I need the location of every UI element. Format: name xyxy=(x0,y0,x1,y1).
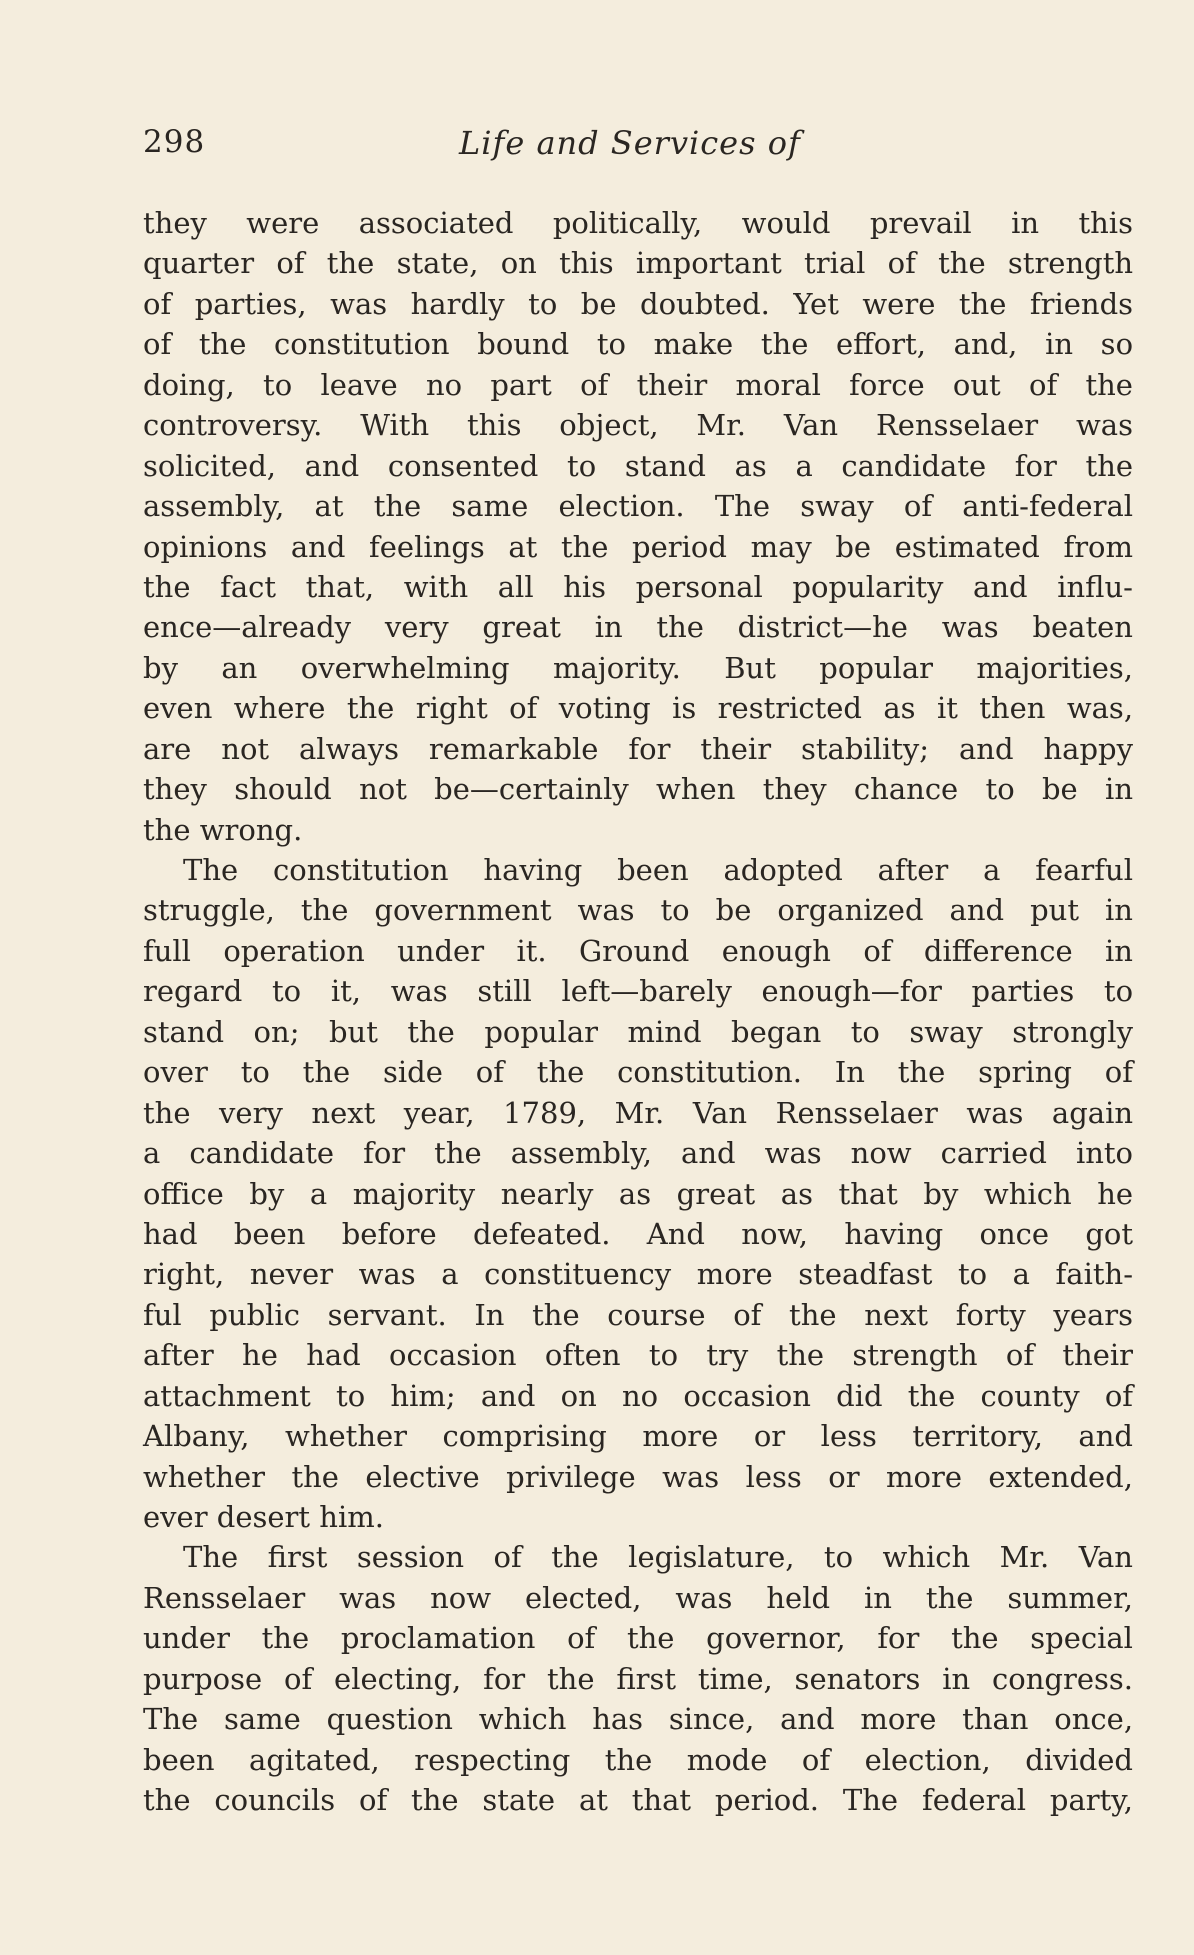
text-line: by an overwhelming majority. But popular majorities, xyxy=(143,650,1133,685)
text-line: even where the right of voting is restricted as it then was, xyxy=(143,691,1134,726)
text-line: of parties, was hardly to be doubted. Yet were the friends xyxy=(143,286,1134,321)
text-line: been agitated, respecting the mode of election, divided xyxy=(143,1742,1133,1777)
running-title: Life and Services of xyxy=(459,124,801,162)
text-line: attachment to him; and on no occasion did the county of xyxy=(143,1378,1134,1413)
text-line: they were associated politically, would prevail in this xyxy=(143,206,1133,240)
text-line: ever desert him. xyxy=(143,1500,384,1534)
page-number: 298 xyxy=(143,124,206,160)
body-text xyxy=(143,203,1133,1821)
text-line: after he had occasion often to try the strength of their xyxy=(143,1338,1134,1373)
text-line: purpose of electing, for the first time, senators in congress. xyxy=(143,1661,1134,1696)
text-line: over to the side of the constitution. In the spring of xyxy=(143,1055,1133,1090)
text-line: of the constitution bound to make the effort, and, in so xyxy=(143,327,1134,362)
text-line: the very next year, 1789, Mr. Van Rensselaer was again xyxy=(143,1095,1134,1130)
text-line: Rensselaer was now elected, was held in the summer, xyxy=(143,1580,1133,1615)
text-line: whether the elective privilege was less or more extended, xyxy=(143,1459,1133,1494)
text-line: had been before defeated. And now, having once got xyxy=(143,1216,1134,1251)
text-line: The same question which has since, and more than once, xyxy=(143,1702,1134,1737)
text-line: The constitution having been adopted after a fearful xyxy=(183,853,1133,887)
text-line: struggle, the government was to be organized and put in xyxy=(143,893,1133,928)
text-line: regard to it, was still left—barely enough—for parties to xyxy=(143,974,1134,1009)
text-line: the fact that, with all his personal popularity and influ- xyxy=(143,569,1133,604)
text-line: solicited, and consented to stand as a candidate for the xyxy=(143,448,1134,483)
text-line: right, never was a constituency more steadfast to a faith- xyxy=(143,1257,1133,1292)
text-line: assembly, at the same election. The sway of anti-federal xyxy=(143,489,1134,524)
text-line: stand on; but the popular mind began to sway strongly xyxy=(143,1014,1133,1049)
text-line: Albany, whether comprising more or less territory, and xyxy=(143,1419,1133,1454)
text-line: they should not be—certainly when they chance to be in xyxy=(143,772,1133,807)
text-line: controversy. With this object, Mr. Van Rensselaer was xyxy=(143,408,1133,443)
text-line: quarter of the state, on this important trial of the strength xyxy=(143,246,1134,281)
text-line: are not always remarkable for their stability; and happy xyxy=(143,731,1133,766)
text-line: full operation under it. Ground enough of difference in xyxy=(143,933,1133,968)
text-line: under the proclamation of the governor, for the special xyxy=(143,1621,1133,1656)
text-line: The first session of the legislature, to which Mr. Van xyxy=(183,1540,1133,1575)
text-line: the councils of the state at that period. The federal party, xyxy=(143,1783,1134,1818)
running-head xyxy=(143,124,1133,172)
text-line: the wrong. xyxy=(143,812,303,847)
text-line: opinions and feelings at the period may be estimated from xyxy=(143,529,1134,564)
text-line: a candidate for the assembly, and was now carried into xyxy=(143,1136,1134,1171)
text-line: doing, to leave no part of their moral force out of the xyxy=(143,367,1133,402)
text-line: ence—already very great in the district—he was beaten xyxy=(143,610,1133,645)
text-line: ful public servant. In the course of the next forty years xyxy=(143,1297,1134,1332)
text-line: office by a majority nearly as great as that by which he xyxy=(143,1176,1134,1211)
